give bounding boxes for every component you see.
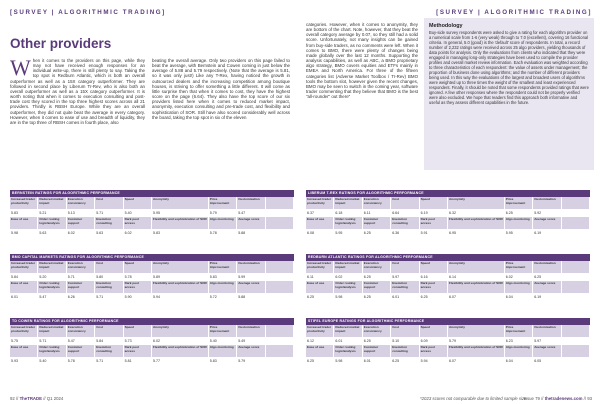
- table-label-row: [10, 261, 294, 273]
- table-row: [10, 337, 294, 345]
- table-cell: 5.88: [237, 293, 265, 301]
- column-label: Anonymity: [152, 325, 209, 337]
- table-cell: 6.02: [67, 229, 95, 237]
- table-cell-spacer: [562, 273, 590, 281]
- column-label: Algo monitoring: [505, 217, 533, 229]
- table-cell: 6.02: [152, 337, 209, 345]
- footer-left: 92 // TheTRADE // Q1 2024: [10, 396, 64, 401]
- column-label: Execution consistency: [363, 261, 391, 273]
- table-label-row: [10, 345, 294, 357]
- table-cell: 6.25: [363, 293, 391, 301]
- table-cell: 6.05: [533, 357, 561, 365]
- table-cell-spacer: [266, 273, 294, 281]
- column-label: Average score: [533, 281, 561, 293]
- table-cell: 6.25: [363, 337, 391, 345]
- table-cell: 5.71: [95, 209, 123, 217]
- column-label-spacer: [266, 325, 294, 337]
- table-cell-spacer: [562, 209, 590, 217]
- column-label: Order routing logic/analysis: [334, 217, 362, 229]
- column-label: Ease of use: [10, 345, 38, 357]
- table-cell: 5.95: [505, 229, 533, 237]
- table-cell-spacer: [562, 357, 590, 365]
- table-cell: 6.64: [391, 209, 419, 217]
- table-cell: 6.25: [363, 273, 391, 281]
- table-row: [10, 273, 294, 281]
- table-cell: 6.95: [448, 229, 505, 237]
- table-label-row: [10, 325, 294, 337]
- table-cell: 5.63: [95, 229, 123, 237]
- table-cell: 5.84: [95, 337, 123, 345]
- column-label: Customer support: [363, 281, 391, 293]
- table-cell-spacer: [266, 357, 294, 365]
- table-cell: 6.01: [391, 293, 419, 301]
- column-label: Increased trader productivity: [10, 261, 38, 273]
- column-label: Execution consistency: [67, 197, 95, 209]
- table-cell: 6.19: [533, 229, 561, 237]
- table-cell: 5.71: [67, 273, 95, 281]
- table-cell: 5.72: [209, 293, 237, 301]
- table-cell: 5.91: [420, 229, 448, 237]
- table-label-row: [10, 197, 294, 209]
- table-row: [306, 229, 590, 237]
- column-label: Cost: [95, 325, 123, 337]
- table-cell-spacer: [266, 293, 294, 301]
- table-label-row: [10, 281, 294, 293]
- column-label: Price improvement: [209, 325, 237, 337]
- drop-cap: W: [10, 58, 31, 80]
- page-number: 92: [10, 396, 15, 401]
- column-label: Dark pool access: [124, 217, 152, 229]
- column-label: Flexibility and sophistication of SOR: [152, 281, 209, 293]
- column-label: Algo monitoring: [505, 345, 533, 357]
- column-label: Dark pool access: [124, 281, 152, 293]
- table-cell-spacer: [266, 209, 294, 217]
- column-label: Execution consistency: [363, 325, 391, 337]
- column-label: Cost: [391, 261, 419, 273]
- table-cell: 6.01: [10, 293, 38, 301]
- ratings-table-stifel: [306, 318, 590, 365]
- column-label: Execution consulting: [95, 345, 123, 357]
- column-label: Dark pool access: [420, 217, 448, 229]
- column-label: Execution consulting: [391, 217, 419, 229]
- column-label: Customisation: [237, 261, 265, 273]
- right-column: categories. However, when it comes to anonymity, they are bottom of the chart. Note, however, that they beat the overall category average by 0.07, so they still had a solid score. Unfortunately, not many insights can be gained from buy-side traders, as no comments were left. When it comes to BMO, there were plenty of changes being made globally over the last 12 months. Supporting the analysis capabilities, as well as ABC, a BMO proprietary algo strategy, BMO covers equities and ETFs mainly in EMEA and North America. For three of the fifteen categories list (Adverse Market Toolbox / Tr-Rev) BMO tools the bottom slot, however given the recent changes, BMO may be seen to switch in the coming year, software trader commenting that they believe that BMO is the best "all-rounder" out there": [306, 22, 418, 100]
- table-cell: 5.75: [10, 337, 38, 345]
- ratings-table-redburn: [306, 254, 590, 301]
- column-label: Algo monitoring: [209, 345, 237, 357]
- table-cell: 6.25: [505, 209, 533, 217]
- table-cell: 5.80: [95, 273, 123, 281]
- column-label-spacer: [266, 261, 294, 273]
- column-label: Execution consistency: [67, 325, 95, 337]
- table-cell: 6.25: [363, 229, 391, 237]
- table-cell: 5.89: [152, 273, 209, 281]
- table-cell: 6.16: [420, 273, 448, 281]
- table-cell: 6.25: [306, 293, 334, 301]
- table-cell-spacer: [562, 229, 590, 237]
- table-cell: 6.02: [334, 273, 362, 281]
- table-cell: 6.37: [306, 209, 334, 217]
- column-label: Flexibility and sophistication of SOR: [448, 345, 505, 357]
- table-cell: 5.71: [95, 293, 123, 301]
- column-label: Execution consistency: [363, 197, 391, 209]
- table-cell: 5.21: [38, 209, 66, 217]
- column-label: Price improvement: [505, 325, 533, 337]
- column-label: Customer support: [67, 281, 95, 293]
- table-cell: 5.99: [237, 273, 265, 281]
- column-label-spacer: [266, 217, 294, 229]
- column-label: Dark pool access: [420, 345, 448, 357]
- table-cell: 6.36: [391, 229, 419, 237]
- column-label: Increased trader productivity: [306, 325, 334, 337]
- issue-label-right: Issue 79: [523, 396, 540, 401]
- table-title: STIFEL EUROPE RATINGS FOR ALGORITHMIC PERFORMANCE: [306, 318, 590, 325]
- column-label: Anonymity: [448, 325, 505, 337]
- table-cell: 6.02: [124, 229, 152, 237]
- column-label: Customisation: [533, 197, 561, 209]
- table-row: [306, 273, 590, 281]
- table-row: [306, 209, 590, 217]
- table-cell: 5.79: [209, 209, 237, 217]
- survey-header: [SURVEY | ALGORITHMIC TRADING]: [10, 9, 166, 16]
- table-cell: 5.94: [152, 293, 209, 301]
- table-row: [10, 209, 294, 217]
- table-cell: 5.13: [67, 209, 95, 217]
- table-title: BERNSTEIN RATINGS FOR ALGORITHMIC PERFORMANCE: [10, 190, 294, 197]
- column-label: Execution consulting: [391, 345, 419, 357]
- survey-header-right: [SURVEY | ALGORITHMIC TRADING]: [436, 9, 592, 16]
- column-label: Ease of use: [306, 345, 334, 357]
- table-cell: 5.47: [38, 293, 66, 301]
- table-title: BMO CAPITAL MARKETS RATINGS FOR ALGORITHMIC PERFORMANCE: [10, 254, 294, 261]
- column-label: Increased trader productivity: [10, 325, 38, 337]
- methodology-text: Buy-side survey respondents were asked to give a rating for each algorithm provider on a numerical scale from 1-6 (very weak) through to 7.0 (excellent), covering 16 functional criteria. In general, 5.0 (good) is the 'default' score of respondents. In total, a record number of 2,232 ratings were received across 25 algo providers, yielding thousands of data points for analysis. Only the evaluations from clients who indicated that they were engaged in managing long-only strategies have been used to compile the provider profiles and overall market review information. Each evaluation was weighted according to three characteristics of each respondent: the value of assets under management; the proportion of business done using algorithms; and the number of different providers being used. In this way the evaluations of the largest and broadest users of algorithms were weighted up to three times the weight of the smallest and least experienced respondent. Finally, it should be noted that some respondents provided ratings that were ignored. A few other responses where the respondent could not be properly verified were also excluded. We hope that readers find this approach both informative and useful as they assess different capabilities in the future.: [429, 30, 589, 105]
- table-cell: 6.25: [533, 273, 561, 281]
- table-cell: 6.07: [448, 357, 505, 365]
- table-cell: 5.95: [152, 209, 209, 217]
- table-cell: 5.49: [237, 337, 265, 345]
- column-label: Customer support: [363, 217, 391, 229]
- table-cell: 6.04: [505, 357, 533, 365]
- table-cell: 5.47: [237, 209, 265, 217]
- table-cell: 6.25: [391, 357, 419, 365]
- table-cell: 6.19: [420, 209, 448, 217]
- table-cell: 5.73: [124, 337, 152, 345]
- table-cell: 5.40: [38, 357, 66, 365]
- column-label: Algo monitoring: [209, 281, 237, 293]
- table-cell-spacer: [562, 293, 590, 301]
- table-label-row: [306, 325, 590, 337]
- column-label: Anonymity: [152, 261, 209, 273]
- column-label: Order routing logic/analysis: [38, 217, 66, 229]
- column-label: Reduced market impact: [334, 197, 362, 209]
- column-label: Speed: [420, 197, 448, 209]
- table-cell: 5.40: [209, 337, 237, 345]
- table-cell: 6.25: [420, 293, 448, 301]
- column-label: Customisation: [237, 325, 265, 337]
- column-label: Order routing logic/analysis: [334, 345, 362, 357]
- column-label: Average score: [237, 345, 265, 357]
- column-label: Anonymity: [448, 261, 505, 273]
- column-label: Ease of use: [10, 217, 38, 229]
- middle-column: beating the overall average. Only two providers on this page failed to beat the average, with Bernstein and Cowen coming in just below the average of 5.88 and 5.79 respectively. (Note that the average is 5.81, so it was only just!) Like any T-Rex, having noticed the growth in outsourced dealers and the increasing competition among boutique houses, is striving to offer something a little different. It will come as little surprise then that when it comes to cost, they have the highest score on the page (6.64). They also have the top score of our six providers listed here when it comes to reduced market impact, anonymity, execution consulting and pre-trade cost, and flexibility and sophistication of SOR. Still have also scored considerably well across the board, taking the top spot in six of the eleven: [152, 58, 290, 120]
- table-cell: 5.71: [95, 357, 123, 365]
- table-cell: 6.19: [533, 293, 561, 301]
- table-cell: 6.14: [448, 273, 505, 281]
- column-label-spacer: [562, 345, 590, 357]
- table-cell: 6.11: [306, 273, 334, 281]
- column-label: Dark pool access: [420, 281, 448, 293]
- table-cell: 5.63: [38, 229, 66, 237]
- table-row: [10, 357, 294, 365]
- brand-logo: TheTRADE: [19, 396, 43, 401]
- table-row: [10, 293, 294, 301]
- table-cell: 5.20: [38, 273, 66, 281]
- column-label: Execution consulting: [391, 281, 419, 293]
- column-label: Average score: [533, 345, 561, 357]
- column-label: Speed: [420, 325, 448, 337]
- table-cell: 5.83: [209, 273, 237, 281]
- table-row: [306, 337, 590, 345]
- column-label: Increased trader productivity: [306, 197, 334, 209]
- table-cell: 5.79: [237, 357, 265, 365]
- ratings-table-liberum: [306, 190, 590, 237]
- table-cell: 5.78: [209, 229, 237, 237]
- column-label: Order routing logic/analysis: [38, 281, 66, 293]
- column-label: Customer support: [67, 217, 95, 229]
- intro-text: hen it comes to the providers on this page, while they may not have received enough responses for an individual write-up, there is still plenty to say. Taking the top spot is Redburn Atlantic, which is both an overall outperformer as well as a 15X category outperformer. They are followed in second place by Liberum Tr-Rev, who is also both an overall outperformer as well as a 15X category outperformer. It is worth noting that when it comes to execution consulting and post-trade cost they scored in the top three highest scores across all 21 providers. Thirdly is RBSH Europe. While they are an overall outperformer, they did not quite beat the average in every category. However, when it comes to ease of use and breadth of liquidity, they are in the top three of RBSH comes in fourth place, also: [10, 58, 145, 125]
- table-cell: 5.98: [10, 229, 38, 237]
- table-cell: 5.95: [334, 229, 362, 237]
- table-cell: 5.98: [334, 357, 362, 365]
- column-label: Average score: [237, 281, 265, 293]
- column-label: Flexibility and sophistication of SOR: [448, 281, 505, 293]
- table-cell: 6.01: [363, 357, 391, 365]
- table-cell: 6.32: [448, 209, 505, 217]
- table-label-row: [306, 197, 590, 209]
- table-cell: 5.94: [420, 357, 448, 365]
- table-cell: 6.07: [448, 293, 505, 301]
- table-cell: 6.08: [306, 229, 334, 237]
- column-label: Speed: [420, 261, 448, 273]
- column-label: Cost: [391, 325, 419, 337]
- column-label-spacer: [266, 197, 294, 209]
- table-cell: 6.18: [334, 209, 362, 217]
- column-label: Reduced market impact: [38, 325, 66, 337]
- issue-label: Q1 2024: [46, 396, 64, 401]
- column-label: Algo monitoring: [505, 281, 533, 293]
- page-number-right: 93: [587, 396, 592, 401]
- table-cell: 6.11: [363, 209, 391, 217]
- table-row: [10, 229, 294, 237]
- table-label-row: [306, 345, 590, 357]
- column-label: Execution consulting: [95, 217, 123, 229]
- table-cell: 5.47: [67, 337, 95, 345]
- column-label: Reduced market impact: [334, 325, 362, 337]
- table-cell: 6.12: [306, 337, 334, 345]
- column-label: Customisation: [533, 261, 561, 273]
- site-link[interactable]: thetradenews.com: [544, 396, 583, 401]
- column-label: Anonymity: [152, 197, 209, 209]
- column-label: Cost: [95, 261, 123, 273]
- column-label: Reduced market impact: [334, 261, 362, 273]
- column-label: Cost: [391, 197, 419, 209]
- column-label-spacer: [562, 261, 590, 273]
- table-cell: 5.93: [10, 357, 38, 365]
- column-label: Ease of use: [306, 217, 334, 229]
- table-label-row: [306, 281, 590, 293]
- column-label: Speed: [124, 197, 152, 209]
- column-label-spacer: [562, 197, 590, 209]
- table-cell: 6.01: [334, 337, 362, 345]
- column-label: Price improvement: [505, 261, 533, 273]
- methodology-heading: Methodology: [429, 23, 463, 29]
- intro-column: [10, 58, 145, 186]
- table-cell: 6.09: [420, 337, 448, 345]
- footer-right: Issue 79 // thetradenews.com // 93: [523, 396, 592, 401]
- column-label: Algo monitoring: [209, 217, 237, 229]
- ratings-table-bmo: [10, 254, 294, 301]
- footnote: *2023 scores not comparable due to limited sample size: [420, 396, 527, 401]
- column-label: Customisation: [237, 197, 265, 209]
- table-cell: 5.81: [124, 357, 152, 365]
- column-label: Speed: [124, 325, 152, 337]
- column-label: Price improvement: [209, 197, 237, 209]
- table-cell: 5.90: [124, 293, 152, 301]
- ratings-table-td-cowen: [10, 318, 294, 365]
- column-label: Reduced market impact: [38, 261, 66, 273]
- column-label: Speed: [124, 261, 152, 273]
- table-label-row: [10, 217, 294, 229]
- column-label: Flexibility and sophistication of SOR: [152, 345, 209, 357]
- table-title: LIBERUM T-REX RATINGS FOR ALGORITHMIC PERFORMANCE: [306, 190, 590, 197]
- column-label: Price improvement: [209, 261, 237, 273]
- column-label: Increased trader productivity: [306, 261, 334, 273]
- column-label: Dark pool access: [124, 345, 152, 357]
- table-cell: 5.78: [124, 273, 152, 281]
- column-label-spacer: [562, 217, 590, 229]
- column-label: Average score: [237, 217, 265, 229]
- table-cell: 5.97: [533, 337, 561, 345]
- table-row: [306, 357, 590, 365]
- table-label-row: [306, 261, 590, 273]
- column-label: Price improvement: [505, 197, 533, 209]
- column-label: Ease of use: [10, 281, 38, 293]
- page-title: Other providers: [10, 36, 112, 51]
- table-row: [306, 293, 590, 301]
- table-title: REDBURN ATLANTIC RATINGS FOR ALGORITHMIC PERFORMANCE: [306, 254, 590, 261]
- column-label: Order routing logic/analysis: [38, 345, 66, 357]
- table-cell: 5.71: [38, 337, 66, 345]
- table-cell: 5.79: [448, 337, 505, 345]
- column-label: Customisation: [533, 325, 561, 337]
- column-label-spacer: [266, 345, 294, 357]
- column-label-spacer: [562, 281, 590, 293]
- column-label: Anonymity: [448, 197, 505, 209]
- table-cell-spacer: [266, 337, 294, 345]
- column-label: Increased trader productivity: [10, 197, 38, 209]
- table-cell: 5.78: [67, 357, 95, 365]
- table-label-row: [306, 217, 590, 229]
- table-title: TD COWEN RATINGS FOR ALGORITHMIC PERFORMANCE: [10, 318, 294, 325]
- column-label: Execution consulting: [95, 281, 123, 293]
- methodology-box: [424, 18, 594, 170]
- column-label: Flexibility and sophistication of SOR: [448, 217, 505, 229]
- column-label: Cost: [95, 197, 123, 209]
- column-label: Average score: [533, 217, 561, 229]
- column-label: Reduced market impact: [38, 197, 66, 209]
- table-cell: 5.97: [391, 273, 419, 281]
- column-label: Customer support: [67, 345, 95, 357]
- table-cell: 5.83: [152, 229, 209, 237]
- table-cell: 6.23: [505, 337, 533, 345]
- table-cell: 6.25: [306, 357, 334, 365]
- column-label: Ease of use: [306, 281, 334, 293]
- column-label-spacer: [266, 281, 294, 293]
- column-label: Flexibility and sophistication of SOR: [152, 217, 209, 229]
- table-cell: 5.84: [10, 273, 38, 281]
- table-cell: 5.92: [533, 209, 561, 217]
- column-label: Order routing logic/analysis: [334, 281, 362, 293]
- table-cell: 5.40: [124, 209, 152, 217]
- ratings-table-bernstein: [10, 190, 294, 237]
- table-cell: 6.02: [505, 273, 533, 281]
- table-cell-spacer: [266, 229, 294, 237]
- table-cell: 5.88: [237, 229, 265, 237]
- column-label: Execution consistency: [67, 261, 95, 273]
- table-cell: 6.26: [67, 293, 95, 301]
- table-cell: 5.77: [152, 357, 209, 365]
- column-label: Customer support: [363, 345, 391, 357]
- table-cell-spacer: [562, 337, 590, 345]
- table-cell: 5.83: [10, 209, 38, 217]
- table-cell: 5.98: [334, 293, 362, 301]
- right-page: [300, 0, 600, 404]
- table-cell: 5.10: [391, 337, 419, 345]
- column-label-spacer: [562, 325, 590, 337]
- table-cell: 6.04: [505, 293, 533, 301]
- table-cell: 5.83: [209, 357, 237, 365]
